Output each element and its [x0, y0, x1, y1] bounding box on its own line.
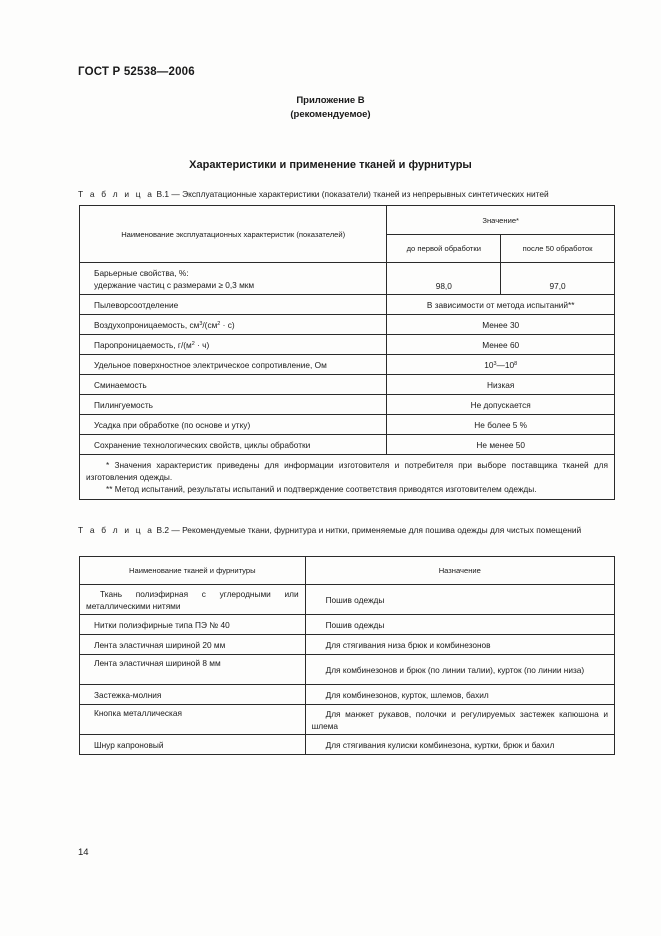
table-cell-purpose: Для стягивания низа брюк и комбинезонов: [305, 635, 614, 655]
table-b1-col-after: после 50 обработок: [501, 235, 615, 263]
appendix-status: (рекомендуемое): [290, 109, 371, 120]
superscript: 2: [191, 340, 195, 347]
standard-header: ГОСТ Р 52538—2006: [78, 66, 195, 78]
table-b1-col-name: Наименование эксплуатационных характеристик (показателей): [80, 206, 387, 263]
table-cell-purpose: Пошив одежды: [305, 615, 614, 635]
table1-caption-prefix: Т а б л и ц а: [78, 189, 155, 199]
table-cell-purpose: Пошив одежды: [305, 585, 614, 615]
table-row: [80, 705, 615, 735]
table-row: [80, 355, 615, 375]
table-cell-purpose: Для комбинезонов, курток, шлемов, бахил: [305, 685, 614, 705]
table-cell-value-after: 97,0: [501, 263, 615, 295]
table-cell-name: Сминаемость: [80, 375, 387, 395]
table-row: [80, 263, 615, 295]
barrier-title: Барьерные свойства, %:: [94, 267, 189, 278]
table2-caption-text: В.2 — Рекомендуемые ткани, фурнитура и нитки, применяемые для пошива одежды для чистых помещений: [154, 525, 582, 535]
table-cell-name: Сохранение технологических свойств, циклы обработки: [80, 435, 387, 455]
table-b1: [79, 205, 615, 500]
table-cell-name: [80, 315, 387, 335]
table-row: [80, 375, 615, 395]
footnote-2: ** Метод испытаний, результаты испытаний и подтверждение соответствия приводятся изготовителем одежды.: [106, 484, 537, 494]
table-cell-value: Менее 30: [387, 315, 615, 335]
table-cell-name: Шнур капроновый: [80, 735, 306, 755]
superscript: 2: [217, 320, 221, 327]
table-row: [80, 335, 615, 355]
table-b2-col-purpose: Назначение: [305, 557, 614, 585]
table-row: [80, 585, 615, 615]
table-b1-col-value: Значение*: [387, 206, 615, 235]
superscript: 3: [199, 320, 203, 327]
table-cell-name: Застежка-молния: [80, 685, 306, 705]
table1-caption-text: В.1 — Эксплуатационные характеристики (показатели) тканей из непрерывных синтетических нитей: [154, 189, 549, 199]
table-row: [80, 685, 615, 705]
value-part: —10: [496, 359, 515, 370]
table2-caption: [78, 524, 616, 537]
table-b2-header-row: [80, 557, 615, 585]
table-row: [80, 435, 615, 455]
barrier-detail: удержание частиц с размерами ≥ 0,3 мкм: [94, 279, 255, 290]
table-cell-purpose: Для комбинезонов и брюк (по линии талии), курток (по линии низа): [305, 655, 614, 685]
table-row: [80, 615, 615, 635]
table-cell-name: Лента эластичная шириной 20 мм: [80, 635, 306, 655]
superscript: 8: [514, 360, 518, 367]
table-cell-value: Не менее 50: [387, 435, 615, 455]
table-cell-name: Пылеворсоотделение: [80, 295, 387, 315]
appendix-title: Приложение В: [296, 95, 365, 106]
table-cell-name: Пилингуемость: [80, 395, 387, 415]
table-b1-col-first: до первой обработки: [387, 235, 501, 263]
superscript: 3: [493, 360, 497, 367]
table-cell-value: Не более 5 %: [387, 415, 615, 435]
table-cell-name: [80, 335, 387, 355]
table-row: [80, 395, 615, 415]
table2-caption-prefix: Т а б л и ц а: [78, 525, 155, 535]
value-part: 10: [484, 359, 494, 370]
table-b1-header-row: [80, 206, 615, 235]
table-cell-name: Кнопка металлическая: [80, 705, 306, 735]
table-cell-name: Нитки полиэфирные типа ПЭ № 40: [80, 615, 306, 635]
table-row: [80, 735, 615, 755]
table-b2-col-name: Наименование тканей и фурнитуры: [80, 557, 306, 585]
table-cell-purpose: Для стягивания кулиски комбинезона, куртки, брюк и бахил: [305, 735, 614, 755]
table-cell-value-first: 98,0: [387, 263, 501, 295]
table-cell-value: Не допускается: [387, 395, 615, 415]
table-b1-notes: [80, 455, 615, 500]
table-cell-name: Удельное поверхностное электрическое сопротивление, Ом: [80, 355, 387, 375]
table-b2: [79, 556, 615, 755]
table-row: [80, 415, 615, 435]
table-cell-value: В зависимости от метода испытаний**: [387, 295, 615, 315]
table-cell-name: Ткань полиэфирная с углеродными или металлическими нитями: [80, 585, 306, 615]
table-row: [80, 295, 615, 315]
table-cell-value: Низкая: [387, 375, 615, 395]
name-part: · ч): [194, 339, 210, 350]
table1-caption: [78, 188, 616, 201]
table-row: [80, 635, 615, 655]
name-part: Воздухопроницаемость, см: [94, 319, 200, 330]
table-b1-notes-row: [80, 455, 615, 500]
table-row: [80, 315, 615, 335]
table-cell-name: [80, 263, 387, 295]
table-cell-value: Менее 60: [387, 335, 615, 355]
table-cell-name: Усадка при обработке (по основе и утку): [80, 415, 387, 435]
name-part: /(см: [202, 319, 218, 330]
section-title: Характеристики и применение тканей и фурнитуры: [189, 159, 472, 171]
page-number: 14: [78, 847, 89, 858]
table-cell-purpose: Для манжет рукавов, полочки и регулируемых застежек капюшона и шлема: [305, 705, 614, 735]
name-part: Паропроницаемость, г/(м: [94, 339, 192, 350]
name-part: · с): [220, 319, 235, 330]
table-cell-value: [387, 355, 615, 375]
table-cell-name: Лента эластичная шириной 8 мм: [80, 655, 306, 685]
table-row: [80, 655, 615, 685]
footnote-1: * Значения характеристик приведены для информации изготовителя и потребителя при выборе поставщика тканей для изготовления одежды.: [86, 460, 608, 482]
